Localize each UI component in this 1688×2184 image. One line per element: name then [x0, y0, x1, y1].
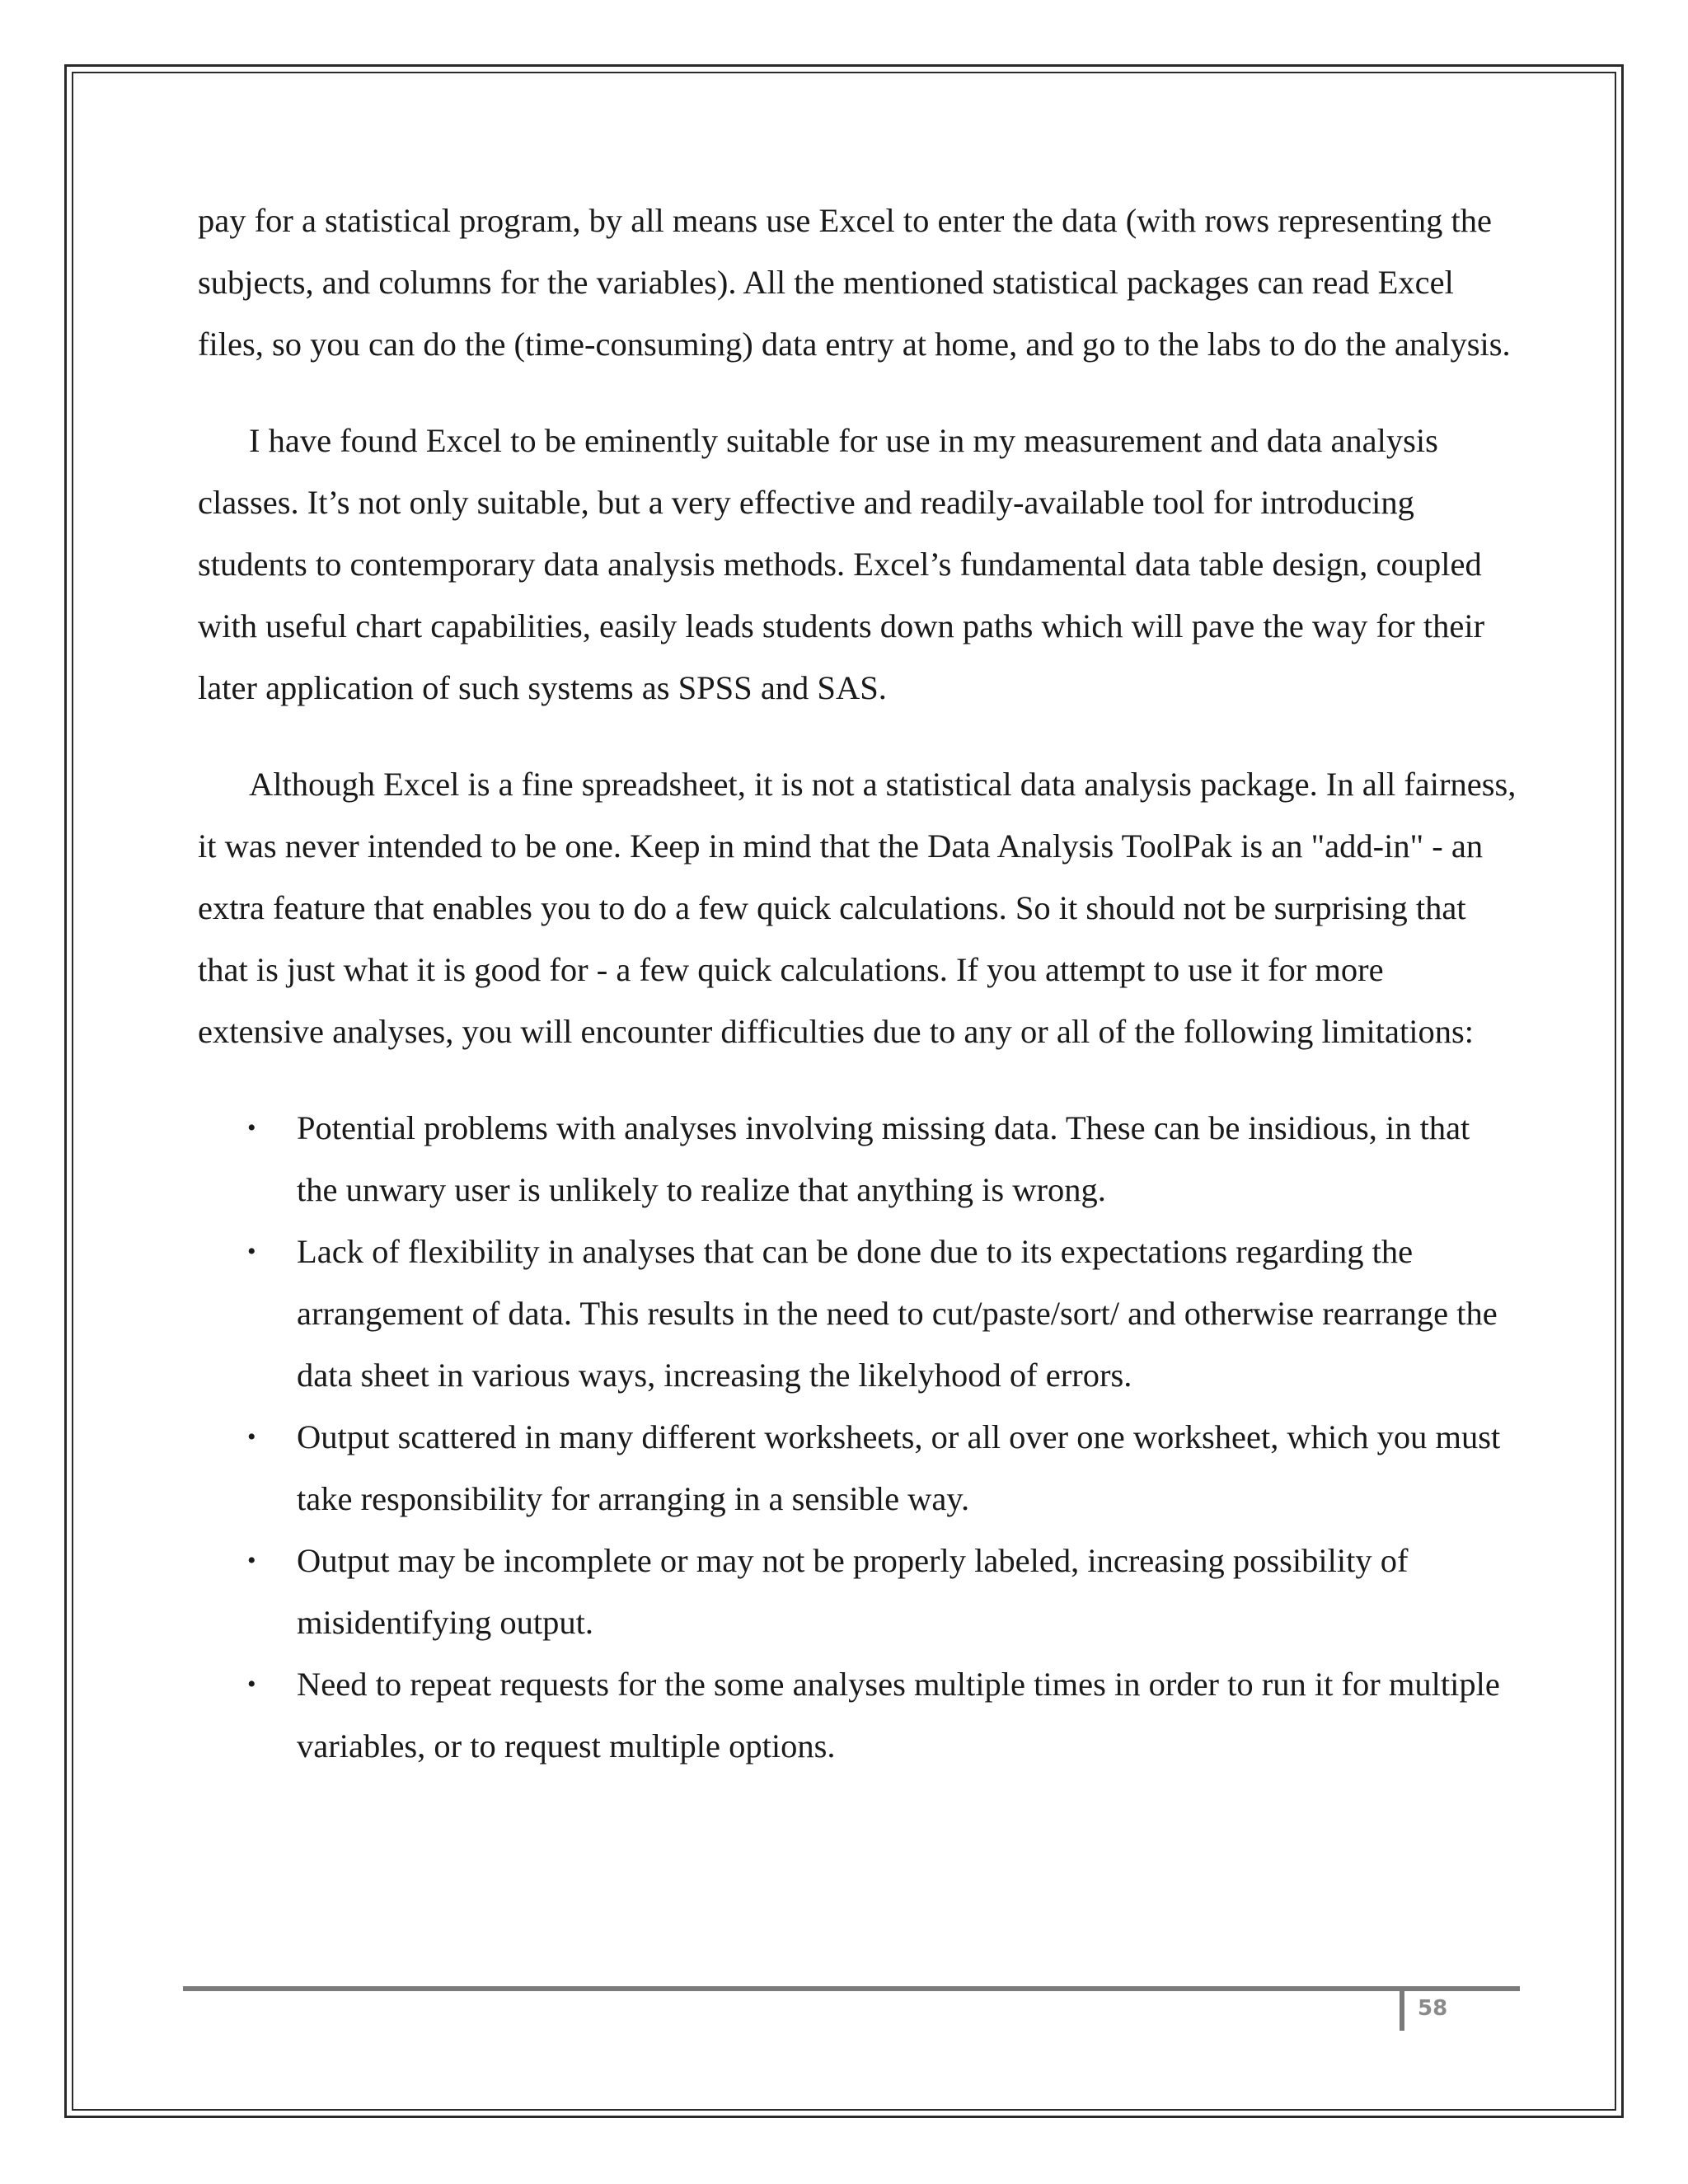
list-item: [198, 1653, 1517, 1777]
bullet-icon: •: [247, 1114, 256, 1141]
bullet-icon: •: [247, 1671, 256, 1698]
footer-divider: [1400, 1990, 1404, 2031]
limitations-list: [198, 1097, 1517, 1777]
page-number: 58: [1418, 1996, 1448, 2021]
list-item: [198, 1406, 1517, 1530]
bullet-icon: •: [247, 1423, 256, 1451]
list-item-text: Output may be incomplete or may not be properly labeled, increasing possibility of misidentifying output.: [297, 1542, 1409, 1641]
list-item-text: Output scattered in many different worksheets, or all over one worksheet, which you must take responsibility for arranging in a sensible way.: [297, 1418, 1501, 1517]
list-item-text: Need to repeat requests for the some analyses multiple times in order to run it for multiple variables, or to request multiple options.: [297, 1666, 1500, 1765]
paragraph-3: Although Excel is a fine spreadsheet, it is not a statistical data analysis package. In all fairness, it was never intended to be one. Keep in mind that the Data Analysis ToolPak is an "add-in" - an extra feature that enables you to do a few quick calculations. So it should not be surprising that that is just what it is good for - a few quick calculations. If you attempt to use it for more extensive analyses, you will encounter difficulties due to any or all of the following limitations:: [198, 766, 1517, 1050]
list-item: [198, 1221, 1517, 1406]
paragraph-2: I have found Excel to be eminently suitable for use in my measurement and data analysis classes. It’s not only suitable, but a very effective and readily-available tool for introducing students to contemporary data analysis methods. Excel’s fundamental data table design, coupled with useful chart capabilities, easily leads students down paths which will pave the way for their later application of such systems as SPSS and SAS.: [198, 422, 1485, 706]
list-item-text: Lack of flexibility in analyses that can be done due to its expectations regarding the arrangement of data. This results in the need to cut/paste/sort/ and otherwise rearrange the data sheet in various ways, increasing the likelyhood of errors.: [297, 1233, 1498, 1394]
list-item: [198, 1530, 1517, 1653]
list-item: [198, 1097, 1517, 1221]
bullet-icon: •: [247, 1238, 256, 1265]
footer-rule: [183, 1986, 1520, 1991]
paragraph-1: pay for a statistical program, by all means use Excel to enter the data (with rows representing the subjects, and columns for the variables). All the mentioned statistical packages can read Excel files, so you can do the (time-consuming) data entry at home, and go to the labs to do the analysis.: [198, 202, 1511, 363]
bullet-icon: •: [247, 1547, 256, 1574]
list-item-text: Potential problems with analyses involving missing data. These can be insidious, in that the unwary user is unlikely to realize that anything is wrong.: [297, 1109, 1470, 1208]
document-body: [198, 190, 1517, 1777]
